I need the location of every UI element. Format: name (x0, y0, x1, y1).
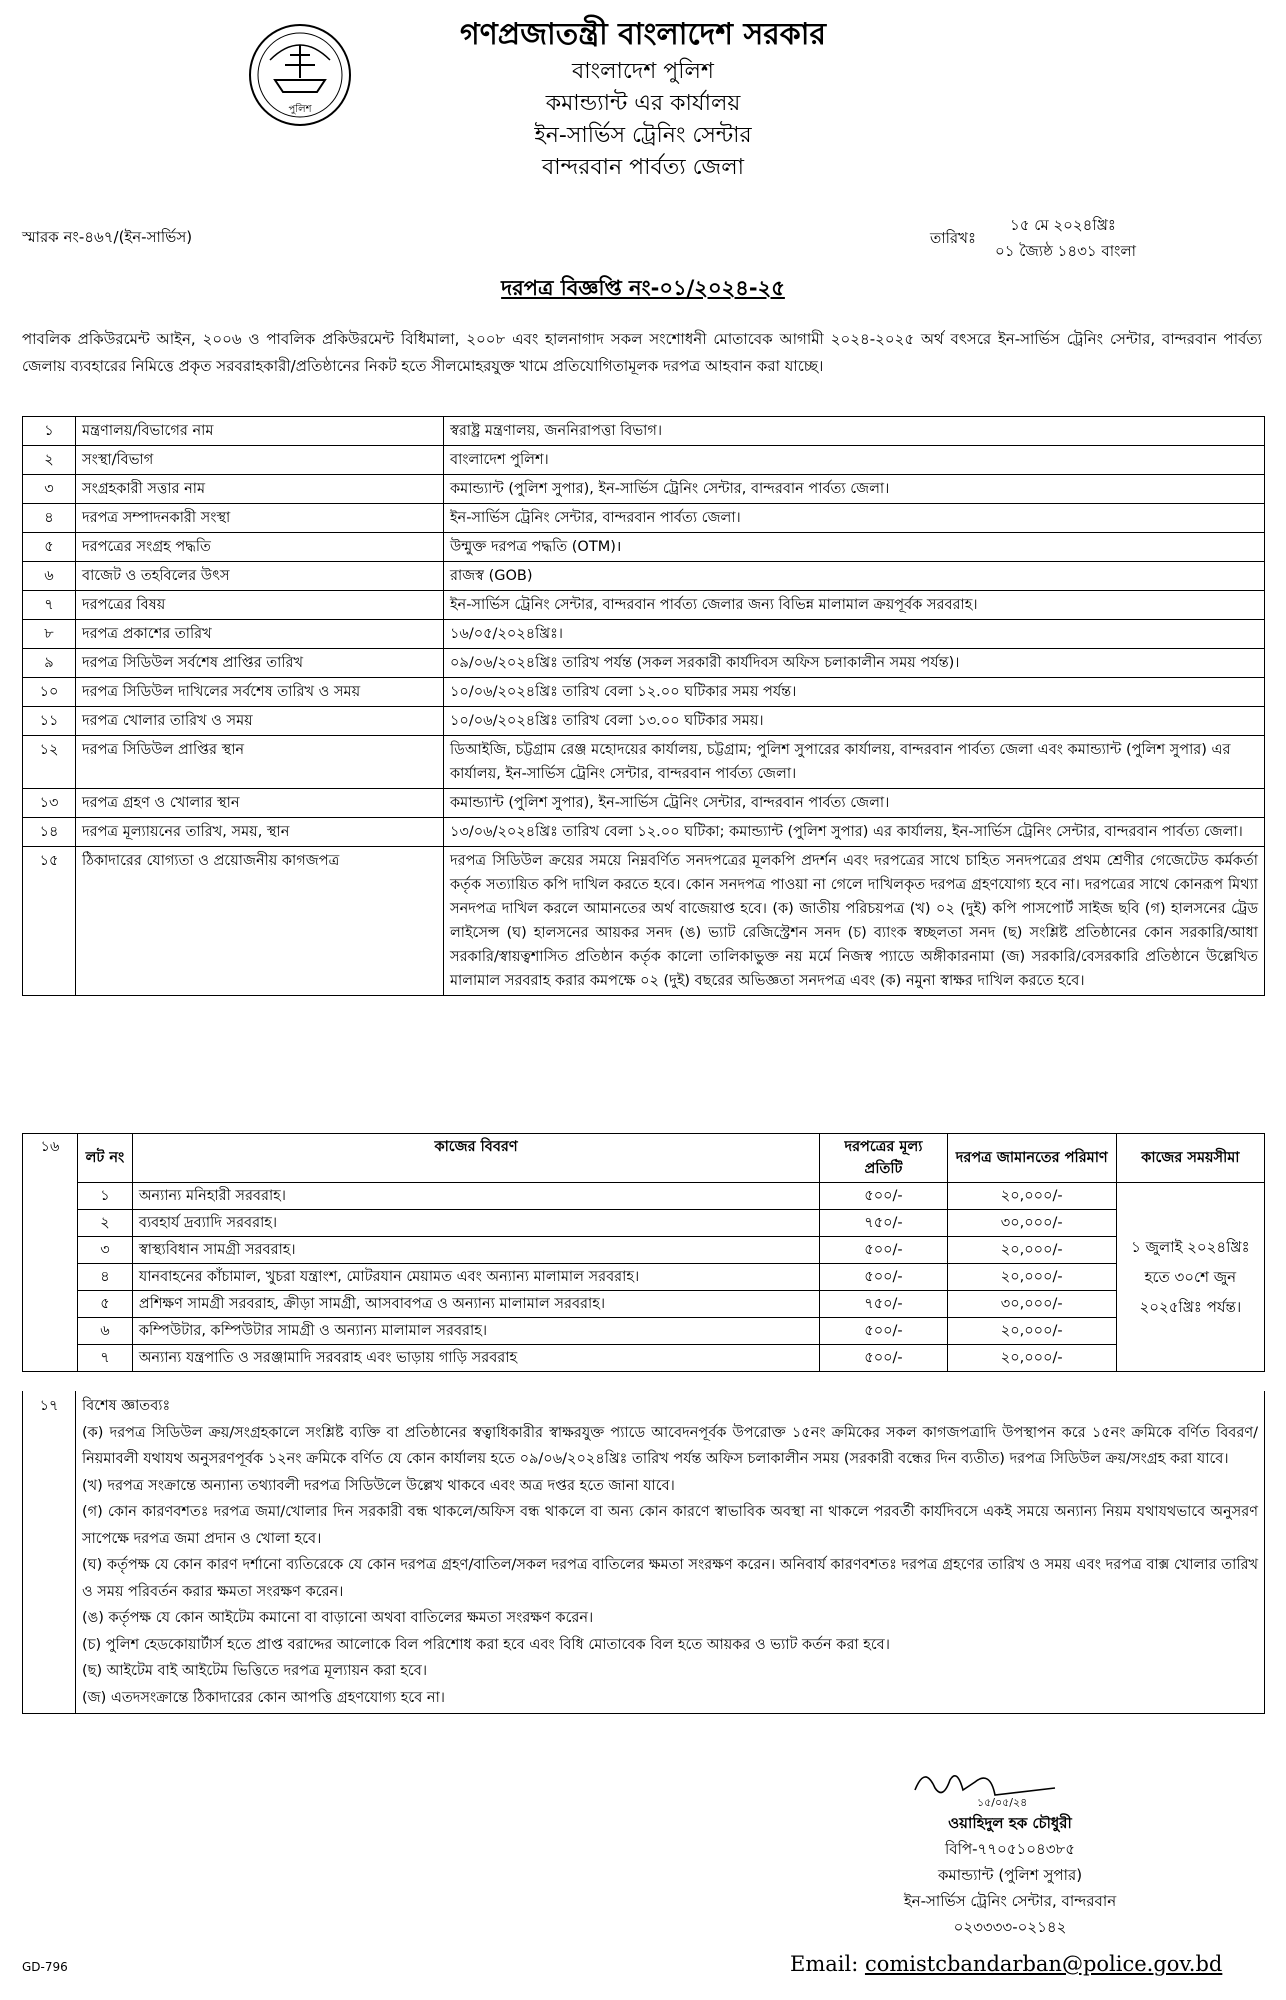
notice-title: দরপত্র বিজ্ঞপ্তি নং-০১/২০২৪-২৫ (501, 276, 785, 300)
info-value: ১০/০৬/২০২৪খ্রিঃ তারিখ বেলা ১৩.০০ ঘটিকার সময়। (444, 707, 1265, 736)
info-n: ১ (23, 417, 76, 446)
signatory-phone: ০২৩৩৩৩-০২১৪২ (953, 1918, 1067, 1936)
info-row (23, 504, 1265, 533)
info-label: দরপত্রের বিষয় (76, 591, 444, 620)
info-value: ১০/০৬/২০২৪খ্রিঃ তারিখ বেলা ১২.০০ ঘটিকার সময় পর্যন্ত। (444, 678, 1265, 707)
info-row (23, 446, 1265, 475)
info-row (23, 417, 1265, 446)
info-label: দরপত্র সিডিউল সর্বশেষ প্রাপ্তির তারিখ (76, 649, 444, 678)
work-period: ১ জুলাই ২০২৪খ্রিঃ হতে ৩০শে জুন ২০২৫খ্রিঃ পর্যন্ত। (1116, 1183, 1264, 1372)
lot-lot: ৭ (77, 1345, 132, 1372)
lot-security: ৩০,০০০/- (947, 1210, 1116, 1237)
memo-number: স্মারক নং-৪৬৭/(ইন-সার্ভিস) (22, 228, 193, 246)
info-n: ৬ (23, 562, 76, 591)
info-value: স্বরাষ্ট্র মন্ত্রণালয়, জননিরাপত্তা বিভাগ। (444, 417, 1265, 446)
info-label: দরপত্র প্রকাশের তারিখ (76, 620, 444, 649)
info-row (23, 736, 1265, 789)
info-label: বাজেট ও তহবিলের উৎস (76, 562, 444, 591)
lot-price: ৫০০/- (820, 1183, 948, 1210)
lot-price: ৫০০/- (820, 1318, 948, 1345)
lot-desc: যানবাহনের কাঁচামাল, খুচরা যন্ত্রাংশ, মোটরযান মেয়ামত এবং অন্যান্য মালামাল সরবরাহ। (132, 1264, 819, 1291)
lot-row (23, 1183, 1265, 1210)
lot-price: ৭৫০/- (820, 1291, 948, 1318)
info-value: রাজস্ব (GOB) (444, 562, 1265, 591)
district-name: বান্দরবান পার্বত্য জেলা (542, 155, 744, 180)
office-name: কমান্ড্যান্ট এর কার্যালয় (545, 91, 741, 116)
intro-paragraph: পাবলিক প্রকিউরমেন্ট আইন, ২০০৬ ও পাবলিক প্রকিউরমেন্ট বিধিমালা, ২০০৮ এবং হালনাগাদ সকল সংশোধনী মোতাবেক আগামী ২০২৪-২০২৫ অর্থ বৎসরে ইন-সার্ভিস ট্রেনিং সেন্টার, বান্দরবান পার্বত্য জেলায় ব্যবহারের নিমিত্তে প্রকৃত সরবরাহকারী/প্রতিষ্ঠানের নিকট হতে সীলমোহরযুক্ত খামে প্রতিযোগিতামূলক দরপত্র আহবান করা যাচ্ছে। (22, 330, 1262, 375)
special-title: বিশেষ জ্ঞাতব্যঃ (82, 1398, 171, 1414)
lot-row (23, 1318, 1265, 1345)
lot-security: ২০,০০০/- (947, 1237, 1116, 1264)
info-n: ১৪ (23, 818, 76, 847)
org-name: বাংলাদেশ পুলিশ (572, 59, 714, 84)
info-row (23, 818, 1265, 847)
period-header: কাজের সময়সীমা (1116, 1134, 1264, 1183)
info-row (23, 620, 1265, 649)
info-label: দরপত্র মূল্যায়নের তারিখ, সময়, স্থান (76, 818, 444, 847)
lot-price: ৭৫০/- (820, 1210, 948, 1237)
info-label: মন্ত্রণালয়/বিভাগের নাম (76, 417, 444, 446)
info-row (23, 678, 1265, 707)
info-value: ডিআইজি, চট্টগ্রাম রেঞ্জ মহোদয়ের কার্যালয়, চট্টগ্রাম; পুলিশ সুপারের কার্যালয়, বান্দরবান পার্বত্য জেলা এবং কমান্ড্যান্ট (পুলিশ সুপার) এর কার্যালয়, ইন-সার্ভিস ট্রেনিং সেন্টার, বান্দরবান পার্বত্য জেলা। (444, 736, 1265, 789)
special-note: (জ) এতদসংক্রান্তে ঠিকাদারের কোন আপত্তি গ্রহণযোগ্য হবে না। (82, 1689, 445, 1706)
special-note: (ক) দরপত্র সিডিউল ক্রয়/সংগ্রহকালে সংশ্লিষ্ট ব্যক্তি বা প্রতিষ্ঠানের স্বত্বাধিকারীর স্বাক্ষরযুক্ত প্যাডে আবেদনপূর্বক উপরোক্ত ১৫নং ক্রমিকের সকল কাগজপত্রাদি উপস্থাপন করে ১৫নং ক্রমিকে বর্ণিত বিবরণ/নিয়মাবলী যথাযথ অনুসরণপূর্বক ১২নং ক্রমিকে বর্ণিত যে কোন কার্যালয় হতে ০৯/০৬/২০২৪খ্রিঃ তারিখ পর্যন্ত অফিস চলাকালীন সময় (সরকারী বন্ধের দিন ব্যতীত) দরপত্র সিডিউল ক্রয়/সংগ্রহ করা যাবে। (82, 1424, 1258, 1467)
date-bangla: ০১ জ্যৈষ্ঠ ১৪৩১ বাংলা (995, 242, 1137, 260)
info-label: দরপত্রের সংগ্রহ পদ্ধতি (76, 533, 444, 562)
special-note: (চ) পুলিশ হেডকোয়ার্টার্স হতে প্রাপ্ত বরাদ্দের আলোকে বিল পরিশোধ করা হবে এবং বিধি মোতাবেক বিল হতে আয়কর ও ভ্যাট কর্তন করা হবে। (82, 1636, 890, 1653)
info-label: সংগ্রহকারী সত্তার নাম (76, 475, 444, 504)
signatory-bp: বিপি-৭৭০৫১০৪৩৮৫ (945, 1840, 1075, 1858)
lot-row (23, 1264, 1265, 1291)
special-note: (গ) কোন কারণবশতঃ দরপত্র জমা/খোলার দিন সরকারী বন্ধ থাকলে/অফিস বন্ধ থাকলে বা অন্য কোন কারণে স্বাভাবিক অবস্থা না থাকলে পরবর্তী কার্যদিবসে একই সময়ে অন্যান্য নিয়ম যথাযথভাবে অনুসরণ সাপেক্ষে দরপত্র জমা প্রদান ও খোলা হবে। (82, 1504, 1258, 1547)
lot-lot: ৪ (77, 1264, 132, 1291)
info-n: ৪ (23, 504, 76, 533)
info-label: দরপত্র সিডিউল দাখিলের সর্বশেষ তারিখ ও সময় (76, 678, 444, 707)
center-name: ইন-সার্ভিস ট্রেনিং সেন্টার (534, 123, 752, 148)
info-label: ঠিকাদারের যোগ্যতা ও প্রয়োজনীয় কাগজপত্র (76, 847, 444, 996)
lot-desc: প্রশিক্ষণ সামগ্রী সরবরাহ, ক্রীড়া সামগ্রী, আসবাবপত্র ও অন্যান্য মালামাল সরবরাহ। (132, 1291, 819, 1318)
lot-desc: ব্যবহার্য দ্রব্যাদি সরবরাহ। (132, 1210, 819, 1237)
info-value: দরপত্র সিডিউল ক্রয়ের সময়ে নিম্নবর্ণিত সনদপত্রের মূলকপি প্রদর্শন এবং দরপত্রের সাথে চাহিত সনদপত্রের প্রথম শ্রেণীর গেজেটেড কর্মকর্তা কর্তৃক সত্যায়িত কপি দাখিল করতে হবে। কোন সনদপত্র পাওয়া না গেলে দাখিলকৃত দরপত্র গ্রহণযোগ্য হবে না। দরপত্রের সাথে কোনরূপ মিথ্যা সনদপত্র দাখিল করলে আমানতের অর্থ বাজেয়াপ্ত হবে। (ক) জাতীয় পরিচয়পত্র (খ) ০২ (দুই) কপি পাসপোর্ট সাইজ ছবি (গ) হালসনের ট্রেড লাইসেন্স (ঘ) হালসনের আয়কর সনদ (ঙ) ভ্যাট রেজিস্ট্রেশন সনদ (চ) ব্যাংক স্বচ্ছলতা সনদ (ছ) সংশ্লিষ্ট প্রতিষ্ঠানের কোন সরকারি/আধা সরকারি/স্বায়ত্বশাসিত প্রতিষ্ঠান কর্তৃক কালো তালিকাভুক্ত নয় মর্মে নিজস্ব প্যাডে অঙ্গীকারনামা (জ) সরকারি/বেসরকারি প্রতিষ্ঠানে উল্লেখিত মালামাল সরবরাহ করার কমপক্ষে ০২ (দুই) বছরের অভিজ্ঞতা সনদপত্র এবং (ক) নমুনা স্বাক্ষর দাখিল করতে হবে। (444, 847, 1265, 996)
lot-price: ৫০০/- (820, 1264, 948, 1291)
info-n: ২ (23, 446, 76, 475)
info-row (23, 649, 1265, 678)
date-label: তারিখঃ (930, 229, 976, 247)
logo-caption: পুলিশ (288, 104, 312, 115)
info-n: ৩ (23, 475, 76, 504)
lot-lot: ৩ (77, 1237, 132, 1264)
tender-info-table (22, 416, 1265, 996)
lot-row (23, 1345, 1265, 1372)
info-row (23, 562, 1265, 591)
signatory-title: কমান্ড্যান্ট (পুলিশ সুপার) (937, 1866, 1083, 1884)
signatory-name: ওয়াহিদুল হক চৌধুরী (948, 1814, 1072, 1832)
government-title: গণপ্রজাতন্ত্রী বাংলাদেশ সরকার (460, 17, 826, 52)
row-number: ১৭ (23, 1391, 76, 1714)
lot-lot: ৫ (77, 1291, 132, 1318)
info-row (23, 533, 1265, 562)
info-row (23, 789, 1265, 818)
lot-security: ২০,০০০/- (947, 1264, 1116, 1291)
info-row (23, 591, 1265, 620)
special-note: (খ) দরপত্র সংক্রান্তে অন্যান্য তথ্যাবলী দরপত্র সিডিউলে উল্লেখ থাকবে এবং অত্র দপ্তর হতে জানা যাবে। (82, 1477, 675, 1494)
info-label: সংস্থা/বিভাগ (76, 446, 444, 475)
lot-desc: অন্যান্য যন্ত্রপাতি ও সরঞ্জামাদি সরবরাহ এবং ভাড়ায় গাড়ি সরবরাহ (132, 1345, 819, 1372)
info-label: দরপত্র সিডিউল প্রাপ্তির স্থান (76, 736, 444, 789)
gd-number: GD-796 (22, 1960, 68, 1974)
lot-row (23, 1291, 1265, 1318)
signature-icon (905, 1760, 1065, 1810)
info-value: ইন-সার্ভিস ট্রেনিং সেন্টার, বান্দরবান পার্বত্য জেলার জন্য বিভিন্ন মালামাল ক্রয়পূর্বক সরবরাহ। (444, 591, 1265, 620)
info-value: কমান্ড্যান্ট (পুলিশ সুপার), ইন-সার্ভিস ট্রেনিং সেন্টার, বান্দরবান পার্বত্য জেলা। (444, 475, 1265, 504)
lot-lot: ২ (77, 1210, 132, 1237)
info-row (23, 707, 1265, 736)
info-n: ৯ (23, 649, 76, 678)
special-note: (ঘ) কর্তৃপক্ষ যে কোন কারণ দর্শানো ব্যতিরেকে যে কোন দরপত্র গ্রহণ/বাতিল/সকল দরপত্র বাতিলের ক্ষমতা সংরক্ষণ করেন। অনিবার্য কারণবশতঃ দরপত্র গ্রহণের তারিখ ও সময় এবং দরপত্র বাক্স খোলার তারিখ ও সময় পরিবর্তন করার ক্ষমতা সংরক্ষণ করেন। (82, 1557, 1258, 1600)
special-note: (ছ) আইটেম বাই আইটেম ভিত্তিতে দরপত্র মূল্যায়ন করা হবে। (82, 1663, 428, 1679)
info-n: ৮ (23, 620, 76, 649)
info-row (23, 847, 1265, 996)
date-gregorian: ১৫ মে ২০২৪খ্রিঃ (1010, 216, 1116, 234)
info-n: ১০ (23, 678, 76, 707)
lot-security: ২০,০০০/- (947, 1183, 1116, 1210)
info-value: কমান্ড্যান্ট (পুলিশ সুপার), ইন-সার্ভিস ট্রেনিং সেন্টার, বান্দরবান পার্বত্য জেলা। (444, 789, 1265, 818)
lot-price: ৫০০/- (820, 1345, 948, 1372)
lot-security: ২০,০০০/- (947, 1345, 1116, 1372)
desc-header: কাজের বিবরণ (132, 1134, 819, 1183)
info-value: ইন-সার্ভিস ট্রেনিং সেন্টার, বান্দরবান পার্বত্য জেলা। (444, 504, 1265, 533)
lot-header: লট নং (77, 1134, 132, 1183)
signatory-office: ইন-সার্ভিস ট্রেনিং সেন্টার, বান্দরবান (903, 1892, 1117, 1910)
lot-security: ২০,০০০/- (947, 1318, 1116, 1345)
lot-row (23, 1210, 1265, 1237)
info-value: ১৬/০৫/২০২৪খ্রিঃ। (444, 620, 1265, 649)
info-row (23, 475, 1265, 504)
lot-security: ৩০,০০০/- (947, 1291, 1116, 1318)
security-header: দরপত্র জামানতের পরিমাণ (947, 1134, 1116, 1183)
info-n: ১১ (23, 707, 76, 736)
info-label: দরপত্র সম্পাদনকারী সংস্থা (76, 504, 444, 533)
lot-row (23, 1237, 1265, 1264)
info-value: ১৩/০৬/২০২৪খ্রিঃ তারিখ বেলা ১২.০০ ঘটিকা; কমান্ড্যান্ট (পুলিশ সুপার) এর কার্যালয়, ইন-সার্ভিস ট্রেনিং সেন্টার, বান্দরবান পার্বত্য জেলা। (444, 818, 1265, 847)
special-notes-table (22, 1391, 1265, 1714)
signature-date: ১৫/০৫/২৪ (977, 1796, 1028, 1809)
info-label: দরপত্র খোলার তারিখ ও সময় (76, 707, 444, 736)
email-link[interactable]: comistcbandarban@police.gov.bd (864, 1952, 1223, 1976)
lot-desc: কম্পিউটার, কম্পিউটার সামগ্রী ও অন্যান্য মালামাল সরবরাহ। (132, 1318, 819, 1345)
info-label: দরপত্র গ্রহণ ও খোলার স্থান (76, 789, 444, 818)
lot-lot: ১ (77, 1183, 132, 1210)
info-value: বাংলাদেশ পুলিশ। (444, 446, 1265, 475)
lots-table (22, 1133, 1265, 1372)
info-n: ১৫ (23, 847, 76, 996)
info-value: উন্মুক্ত দরপত্র পদ্ধতি (OTM)। (444, 533, 1265, 562)
lot-lot: ৬ (77, 1318, 132, 1345)
info-n: ১৩ (23, 789, 76, 818)
lot-desc: অন্যান্য মনিহারী সরবরাহ। (132, 1183, 819, 1210)
info-value: ০৯/০৬/২০২৪খ্রিঃ তারিখ পর্যন্ত (সকল সরকারী কার্যদিবস অফিস চলাকালীন সময় পর্যন্ত)। (444, 649, 1265, 678)
lot-desc: স্বাস্থ্যবিধান সামগ্রী সরবরাহ। (132, 1237, 819, 1264)
price-header: দরপত্রের মূল্য প্রতিটি (820, 1134, 948, 1183)
info-n: ৭ (23, 591, 76, 620)
special-note: (ঙ) কর্তৃপক্ষ যে কোন আইটেম কমানো বা বাড়ানো অথবা বাতিলের ক্ষমতা সংরক্ষণ করেন। (82, 1610, 594, 1626)
row-number: ১৬ (23, 1134, 78, 1372)
info-n: ৫ (23, 533, 76, 562)
email-line: Email: comistcbandarban@police.gov.bd (790, 1952, 1223, 1976)
info-n: ১২ (23, 736, 76, 789)
lot-price: ৫০০/- (820, 1237, 948, 1264)
